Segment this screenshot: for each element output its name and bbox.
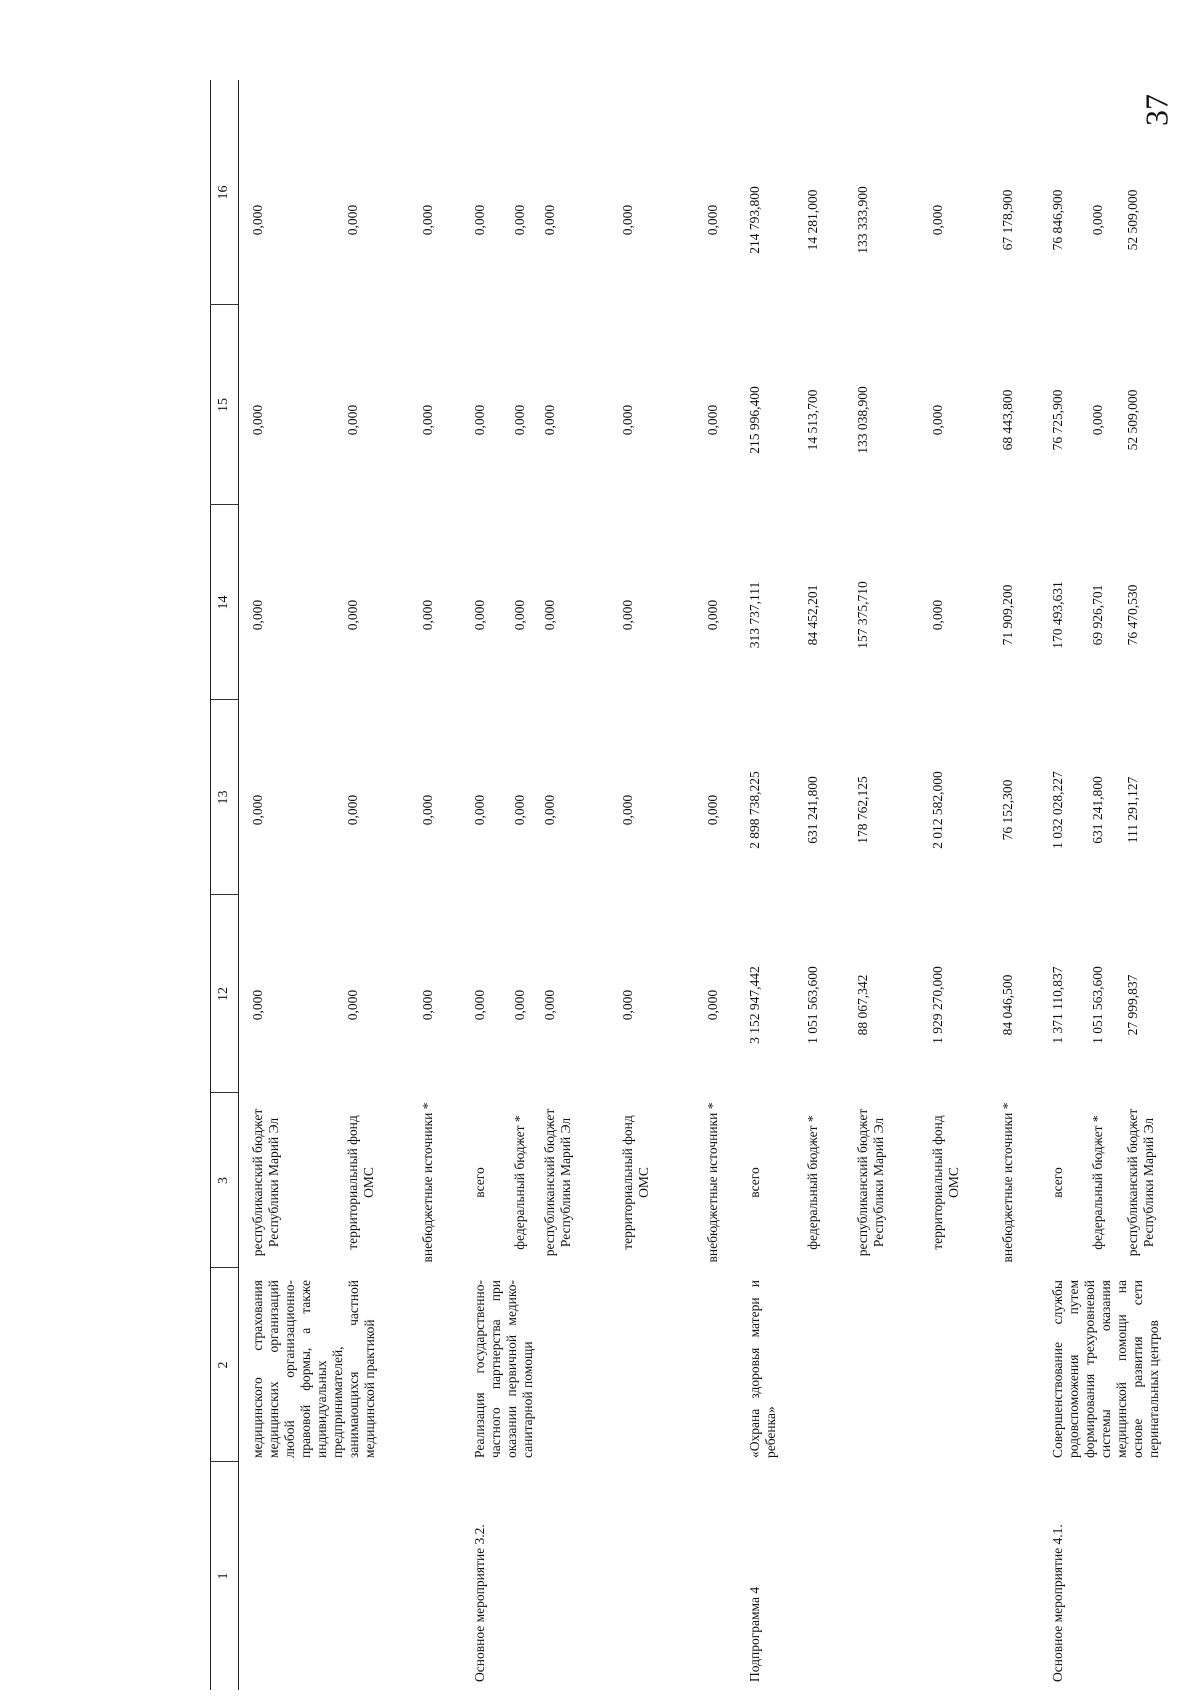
value-cell: 0,000 [345, 204, 360, 236]
value-cell: 313 737,111 [747, 581, 762, 649]
value-cell: 0,000 [620, 989, 635, 1021]
value-cell: 14 513,700 [805, 389, 820, 451]
value-cell: 68 443,800 [1000, 389, 1015, 451]
value-cell: 1 371 110,837 [1050, 966, 1065, 1044]
value-cell: 0,000 [705, 404, 720, 436]
value-cell: 88 067,342 [855, 974, 870, 1036]
funding-source: территориальный фонд ОМС [620, 1115, 651, 1250]
value-cell: 0,000 [1090, 404, 1105, 436]
value-cell: 52 509,000 [1125, 389, 1140, 451]
funding-source: внебюджетные источники * [420, 1102, 435, 1263]
column-header: 2 [216, 1361, 231, 1369]
value-cell: 0,000 [705, 204, 720, 236]
value-cell: 133 333,900 [855, 186, 870, 254]
value-cell: 0,000 [345, 794, 360, 826]
value-cell: 133 038,900 [855, 386, 870, 454]
value-cell: 0,000 [250, 989, 265, 1021]
funding-source: всего [1050, 1167, 1065, 1198]
value-cell: 0,000 [420, 599, 435, 631]
value-cell: 0,000 [420, 404, 435, 436]
value-cell: 0,000 [542, 204, 557, 236]
value-cell: 3 152 947,442 [747, 966, 762, 1044]
value-cell: 0,000 [420, 204, 435, 236]
row-label: Основное мероприятие 3.2. [472, 1524, 487, 1682]
value-cell: 0,000 [542, 989, 557, 1021]
funding-source: внебюджетные источники * [1000, 1102, 1015, 1263]
continued-description: медицинского страхования медицинских организаций любой организационно-правовой формы, а также индивидуальных предпринимателей, занимающихся частной медицинской практикой [250, 1280, 377, 1458]
value-cell: 0,000 [620, 204, 635, 236]
value-cell: 0,000 [250, 204, 265, 236]
value-cell: 0,000 [542, 404, 557, 436]
funding-source: всего [472, 1167, 487, 1198]
budget-table [210, 80, 1161, 1690]
funding-source: федеральный бюджет * [805, 1115, 820, 1250]
value-cell: 0,000 [250, 404, 265, 436]
value-cell: 76 846,900 [1050, 189, 1065, 251]
funding-source: федеральный бюджет * [512, 1115, 527, 1250]
value-cell: 1 051 563,600 [1090, 966, 1105, 1044]
value-cell: 84 046,500 [1000, 974, 1015, 1036]
value-cell: 0,000 [620, 404, 635, 436]
column-header: 16 [216, 185, 231, 200]
value-cell: 1 929 270,000 [930, 966, 945, 1044]
value-cell: 2 898 738,225 [747, 771, 762, 849]
value-cell: 0,000 [930, 404, 945, 436]
value-cell: 0,000 [472, 599, 487, 631]
value-cell: 0,000 [705, 794, 720, 826]
funding-source: республиканский бюджет Республики Марий Эл [542, 1108, 573, 1257]
value-cell: 0,000 [512, 989, 527, 1021]
value-cell: 0,000 [930, 599, 945, 631]
value-cell: 0,000 [250, 794, 265, 826]
row-label: Подпрограмма 4 [747, 1586, 762, 1682]
rotated-table [210, 80, 1161, 1690]
value-cell: 0,000 [930, 204, 945, 236]
funding-source: территориальный фонд ОМС [930, 1115, 961, 1250]
value-cell: 215 996,400 [747, 386, 762, 454]
value-cell: 52 509,000 [1125, 189, 1140, 251]
header-bottom-line [238, 80, 239, 1690]
funding-source: республиканский бюджет Республики Марий Эл [250, 1108, 281, 1257]
value-cell: 1 051 563,600 [805, 966, 820, 1044]
value-cell: 0,000 [345, 599, 360, 631]
value-cell: 0,000 [512, 794, 527, 826]
value-cell: 0,000 [620, 794, 635, 826]
row-description: «Охрана здоровья матери и ребенка» [747, 1280, 778, 1458]
value-cell: 0,000 [420, 989, 435, 1021]
value-cell: 0,000 [420, 794, 435, 826]
value-cell: 0,000 [345, 989, 360, 1021]
column-header: 14 [216, 595, 231, 610]
value-cell: 214 793,800 [747, 186, 762, 254]
value-cell: 2 012 582,000 [930, 771, 945, 849]
value-cell: 67 178,900 [1000, 189, 1015, 251]
value-cell: 170 493,631 [1050, 581, 1065, 649]
value-cell: 0,000 [705, 599, 720, 631]
funding-source: федеральный бюджет * [1090, 1115, 1105, 1250]
value-cell: 14 281,000 [805, 189, 820, 251]
funding-source: республиканский бюджет Республики Марий Эл [855, 1108, 886, 1257]
value-cell: 0,000 [620, 599, 635, 631]
value-cell: 157 375,710 [855, 581, 870, 649]
value-cell: 0,000 [250, 599, 265, 631]
value-cell: 0,000 [472, 404, 487, 436]
column-header: 1 [216, 1572, 231, 1580]
column-header: 15 [216, 398, 231, 412]
value-cell: 69 926,701 [1090, 584, 1105, 646]
funding-source: республиканский бюджет Республики Марий Эл [1125, 1108, 1156, 1257]
value-cell: 178 762,125 [855, 776, 870, 844]
value-cell: 0,000 [705, 989, 720, 1021]
value-cell: 27 999,837 [1125, 974, 1140, 1036]
value-cell: 84 452,201 [805, 584, 820, 646]
row-description: Совершенствование службы родовспоможения путем формирования трехуровневой системы оказания медицинской помощи на основе развития сети перинатальных центров [1050, 1280, 1161, 1458]
value-cell: 0,000 [542, 599, 557, 631]
value-cell: 76 152,300 [1000, 779, 1015, 841]
value-cell: 0,000 [542, 794, 557, 826]
row-description: Реализация государственно-частного партнерства при оказании первичной медико-санитарной помощи [472, 1280, 535, 1458]
page-number: 37 [1138, 94, 1175, 126]
value-cell: 0,000 [472, 204, 487, 236]
value-cell: 1 032 028,227 [1050, 771, 1065, 849]
value-cell: 631 241,800 [805, 776, 820, 844]
value-cell: 0,000 [512, 404, 527, 436]
value-cell: 631 241,800 [1090, 776, 1105, 844]
row-label: Основное мероприятие 4.1. [1050, 1524, 1065, 1682]
value-cell: 0,000 [1090, 204, 1105, 236]
value-cell: 76 470,530 [1125, 584, 1140, 646]
value-cell: 0,000 [472, 989, 487, 1021]
funding-source: территориальный фонд ОМС [345, 1115, 376, 1250]
value-cell: 0,000 [345, 404, 360, 436]
value-cell: 0,000 [512, 599, 527, 631]
funding-source: всего [747, 1167, 762, 1198]
column-header: 12 [216, 987, 231, 1001]
column-header: 3 [216, 1177, 231, 1184]
column-header: 13 [216, 790, 231, 805]
funding-source: внебюджетные источники * [705, 1102, 720, 1263]
value-cell: 71 909,200 [1000, 584, 1015, 646]
value-cell: 0,000 [472, 794, 487, 826]
value-cell: 0,000 [512, 204, 527, 236]
value-cell: 111 291,127 [1125, 776, 1140, 844]
value-cell: 76 725,900 [1050, 389, 1065, 451]
